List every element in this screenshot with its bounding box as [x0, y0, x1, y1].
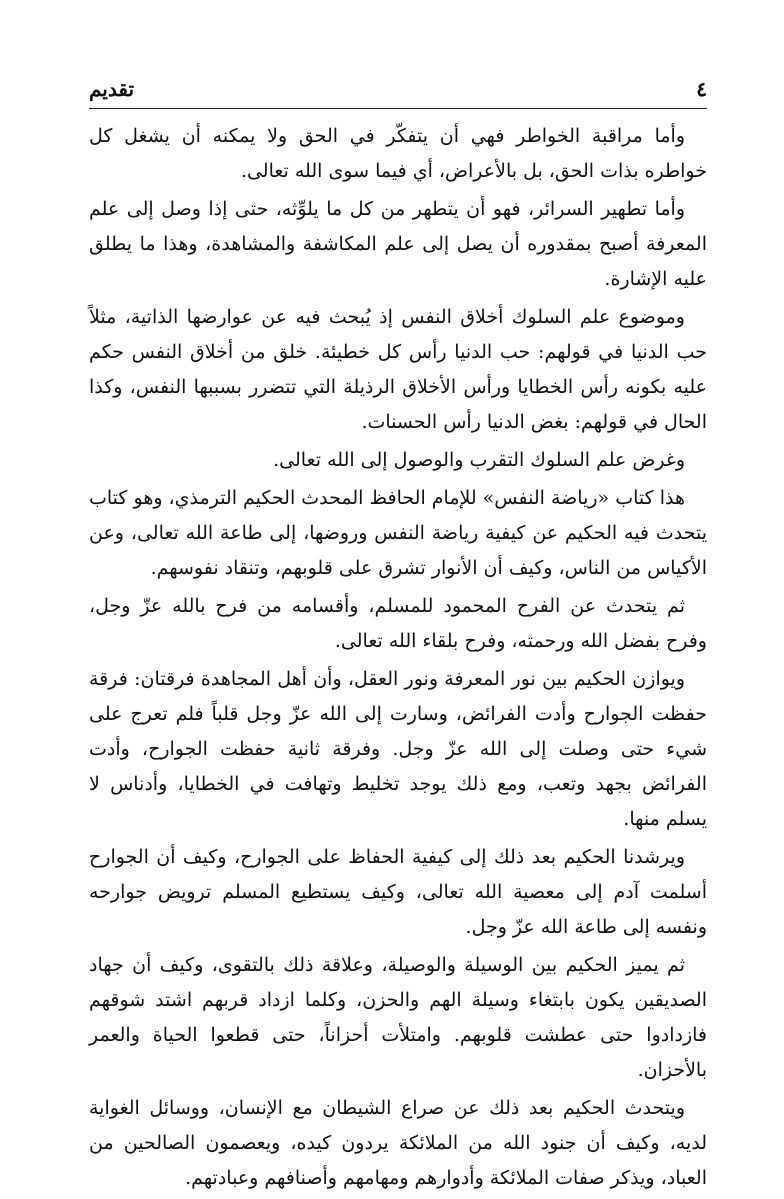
header-rule — [89, 108, 707, 109]
paragraph: ثم يتحدث عن الفرح المحمود للمسلم، وأقسامه من فرح بالله عزّ وجل، وفرح بفضل الله ورحمته، وفرح بلقاء الله تعالى. — [89, 595, 707, 652]
running-header — [89, 74, 707, 104]
section-title: تقديم — [89, 77, 135, 101]
paragraph: هذا كتاب «رياضة النفس» للإمام الحافظ المحدث الحكيم الترمذي، وهو كتاب يتحدث فيه الحكيم عن كيفية رياضة النفس وروضها، إلى طاعة الله تعالى، وعن الأكياس من الناس، وكيف أن الأنوار تشرق على قلوبهم، وتنقاد نفوسهم. — [89, 487, 707, 579]
paragraph: وأما تطهير السرائر، فهو أن يتطهر من كل ما يلوِّثه، حتى إذا وصل إلى علم المعرفة أصبح بمقدوره أن يصل إلى علم المكاشفة والمشاهدة، وهذا ما يطلق عليه الإشارة. — [89, 198, 707, 290]
body-text — [89, 119, 707, 1196]
paragraph: وغرض علم السلوك التقرب والوصول إلى الله تعالى. — [273, 449, 685, 471]
page-number: ٤ — [696, 77, 707, 101]
paragraph: ثم يميز الحكيم بين الوسيلة والوصيلة، وعلاقة ذلك بالتقوى، وكيف أن جهاد الصديقين يكون بابتغاء وسيلة الهم والحزن، وكلما ازداد قربهم اشتد شوقهم فازدادوا حتى عطشت قلوبهم. وامتلأت أحزاناً، حتى قطعوا الحياة والعمر بالأحزان. — [89, 954, 707, 1081]
paragraph: وأما مراقبة الخواطر فهي أن يتفكّر في الحق ولا يمكنه أن يشغل كل خواطره بذات الحق، بل بالأعراض، أي فيما سوى الله تعالى. — [89, 125, 707, 182]
paragraph: ويرشدنا الحكيم بعد ذلك إلى كيفية الحفاظ على الجوارح، وكيف أن الجوارح أسلمت آدم إلى معصية الله تعالى، وكيف يستطيع المسلم ترويض جوارحه ونفسه إلى طاعة الله عزّ وجل. — [89, 846, 707, 938]
paragraph: ويتحدث الحكيم بعد ذلك عن صراع الشيطان مع الإنسان، ووسائل الغواية لديه، وكيف أن جنود الله من الملائكة يردون كيده، ويعصمون الصالحين من العباد، ويذكر صفات الملائكة وأدوارهم ومهامهم وأصنافهم وعبادتهم. — [89, 1097, 707, 1189]
book-page — [89, 74, 707, 1199]
paragraph: ويوازن الحكيم بين نور المعرفة ونور العقل، وأن أهل المجاهدة فرقتان: فرقة حفظت الجوارح وأدت الفرائض، وسارت إلى الله عزّ وجل قلباً فلم تعرج على شيء حتى وصلت إلى الله عزّ وجل. وفرقة ثانية حفظت الجوارح، وأدت الفرائض بجهد وتعب، ومع ذلك يوجد تخليط وتهافت في الخطايا، وأدناس لا يسلم منها. — [89, 668, 707, 830]
paragraph: وموضوع علم السلوك أخلاق النفس إذ يُبحث فيه عن عوارضها الذاتية، مثلاً حب الدنيا في قولهم: حب الدنيا رأس كل خطيئة. خلق من أخلاق النفس حكم عليه بكونه رأس الخطايا ورأس الأخلاق الرذيلة التي تتضرر بسببها النفس، وكذا الحال في قولهم: بغض الدنيا رأس الحسنات. — [89, 306, 707, 433]
